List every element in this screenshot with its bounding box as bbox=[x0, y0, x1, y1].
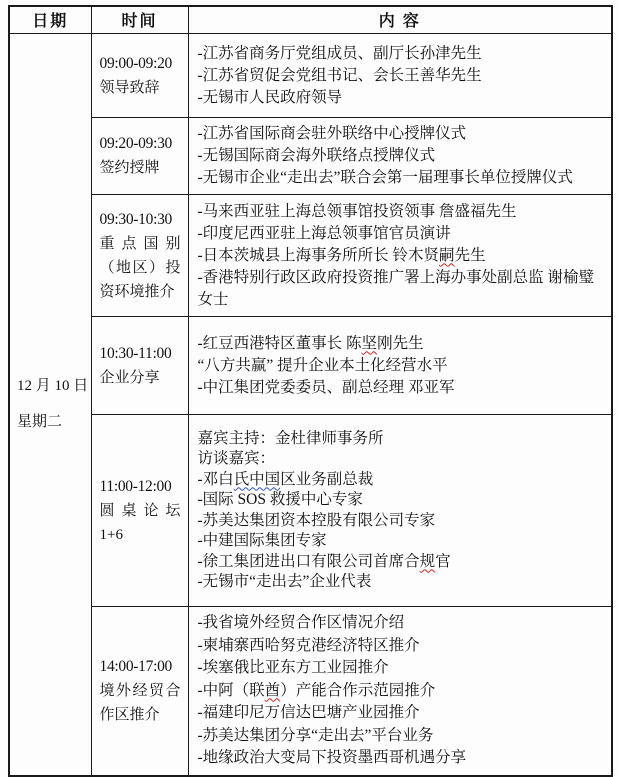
time-range: 14:00-17:00 bbox=[99, 657, 172, 675]
spellcheck-squiggle-text: 坚 bbox=[361, 334, 378, 352]
content-cell bbox=[188, 195, 612, 317]
spellcheck-squiggle-text: 规 bbox=[419, 552, 436, 570]
time-range: 10:30-11:00 bbox=[99, 344, 172, 362]
content-text: -中江集团党委委员、副总经理 邓亚军 bbox=[197, 378, 455, 396]
session-title: 重点国别（地区）投资环境推介 bbox=[99, 235, 181, 300]
content-text: 先生 bbox=[454, 246, 486, 264]
content-text: -无锡市“走出去”企业代表 bbox=[197, 573, 372, 590]
content-line bbox=[198, 680, 606, 703]
table-row bbox=[9, 34, 612, 118]
content-text: -无锡市企业“走出去”联合会第一届理事长单位授牌仪式 bbox=[197, 169, 573, 186]
content-text: -柬埔寨西哈努克港经济特区推介 bbox=[197, 636, 420, 654]
content-text: 刚先生 bbox=[377, 334, 424, 352]
content-line bbox=[198, 355, 606, 377]
session-title: 签约授牌 bbox=[99, 160, 160, 176]
session-title: 圆桌论坛 1+6 bbox=[99, 502, 181, 543]
content-cell bbox=[188, 118, 612, 195]
content-line bbox=[198, 245, 606, 267]
content-line bbox=[198, 470, 606, 491]
content-line bbox=[198, 267, 606, 311]
date-cell bbox=[9, 34, 91, 776]
content-text: -苏美达集团分享“走出去”平台业务 bbox=[197, 726, 434, 744]
content-text: -江苏省贸促会党组书记、会长王善华先生 bbox=[197, 66, 482, 84]
content-line bbox=[198, 201, 606, 223]
content-text: 嘉宾主持：金杜律师事务所 bbox=[197, 429, 384, 447]
content-line bbox=[198, 43, 606, 65]
content-cell bbox=[188, 607, 612, 776]
content-text: 访谈嘉宾： bbox=[197, 450, 276, 467]
content-text: -邓白 bbox=[197, 470, 234, 488]
date-line: 星期二 bbox=[17, 414, 63, 431]
content-text: -无锡国际商会海外联络点授牌仪式 bbox=[197, 147, 436, 164]
content-cell bbox=[188, 415, 612, 607]
content-line bbox=[198, 87, 606, 109]
time-cell bbox=[91, 607, 188, 776]
content-text: -红豆西港特区董事长 陈 bbox=[197, 334, 362, 352]
content-line bbox=[198, 123, 606, 145]
content-line bbox=[198, 612, 606, 635]
content-text: -中建国际集团专家 bbox=[197, 532, 327, 549]
table-row bbox=[9, 317, 612, 415]
table-row bbox=[9, 118, 612, 195]
spellcheck-squiggle-text: 嗣 bbox=[439, 246, 455, 264]
header-content: 内 容 bbox=[188, 6, 612, 34]
content-text: -苏美达集团资本控股有限公司专家 bbox=[197, 511, 436, 529]
time-cell bbox=[91, 317, 188, 415]
time-range: 09:00-09:20 bbox=[99, 54, 172, 72]
content-line bbox=[198, 511, 606, 532]
content-text: 官 bbox=[435, 552, 451, 570]
content-line bbox=[198, 429, 606, 450]
content-line bbox=[198, 747, 606, 770]
content-line bbox=[198, 490, 606, 511]
content-line bbox=[198, 531, 606, 552]
table-row bbox=[9, 195, 612, 317]
content-text: ）产能合作示范园推介 bbox=[280, 681, 436, 699]
content-text: “八方共赢” 提升企业本土化经营水平 bbox=[197, 356, 448, 374]
content-text: -我省境外经贸合作区情况介绍 bbox=[197, 614, 405, 631]
content-line bbox=[198, 657, 606, 680]
time-cell bbox=[91, 415, 188, 607]
session-title: 领导致辞 bbox=[99, 79, 160, 96]
content-line bbox=[198, 725, 606, 748]
time-cell bbox=[91, 34, 188, 118]
content-line bbox=[198, 223, 606, 245]
content-text: -香港特别行政区政府投资推广署上海办事处副总监 谢榆璧女士 bbox=[197, 268, 595, 308]
time-cell bbox=[91, 195, 188, 317]
content-text: -江苏省国际商会驻外联络中心授牌仪式 bbox=[197, 125, 467, 142]
content-text: -马来西亚驻上海总领事馆投资领事 詹盛福先生 bbox=[197, 202, 517, 220]
time-range: 09:20-09:30 bbox=[99, 135, 172, 152]
date-line: 12 月 10 日 bbox=[17, 378, 89, 395]
header-time: 时间 bbox=[91, 6, 188, 34]
content-cell bbox=[188, 317, 612, 415]
header-date: 日期 bbox=[9, 6, 91, 34]
content-cell bbox=[188, 34, 612, 118]
content-line bbox=[198, 145, 606, 167]
content-text: -国际 SOS 救援中心专家 bbox=[197, 491, 363, 508]
content-text: -福建印尼万信达巴塘产业园推介 bbox=[197, 704, 420, 721]
content-line bbox=[198, 333, 606, 355]
content-line bbox=[198, 449, 606, 470]
spellcheck-squiggle-text: 酋 bbox=[264, 681, 281, 699]
content-text: -中阿（联 bbox=[197, 681, 265, 699]
table-row bbox=[9, 607, 612, 776]
content-line bbox=[198, 552, 606, 573]
session-title: 企业分享 bbox=[99, 369, 160, 386]
content-text: -徐工集团进出口有限公司首席合 bbox=[197, 552, 420, 570]
session-title: 境外经贸合作区推介 bbox=[99, 682, 181, 723]
time-range: 09:30-10:30 bbox=[99, 210, 172, 228]
schedule-table bbox=[8, 5, 613, 777]
table-header-row bbox=[9, 6, 612, 34]
content-line bbox=[198, 377, 606, 399]
content-line bbox=[198, 702, 606, 725]
content-text: -印度尼西亚驻上海总领事馆官员演讲 bbox=[197, 224, 451, 242]
content-text: -地缘政治大变局下投资墨西哥机遇分享 bbox=[197, 749, 467, 766]
content-text: 区业务副总裁 bbox=[280, 470, 374, 488]
content-line bbox=[198, 65, 606, 87]
content-text: -江苏省商务厅党组成员、副厅长孙津先生 bbox=[197, 44, 482, 62]
content-text: -无锡市人民政府领导 bbox=[197, 88, 343, 106]
content-text: -日本茨城县上海事务所所长 铃木贤 bbox=[197, 246, 440, 264]
spellcheck-squiggle-text: 氏中国 bbox=[233, 470, 281, 488]
schedule-body bbox=[9, 34, 612, 776]
content-text: -埃塞俄比亚东方工业园推介 bbox=[197, 659, 389, 676]
content-line bbox=[198, 572, 606, 593]
time-cell bbox=[91, 118, 188, 195]
time-range: 11:00-12:00 bbox=[99, 477, 172, 495]
content-line bbox=[198, 635, 606, 658]
content-line bbox=[198, 167, 606, 189]
table-row bbox=[9, 415, 612, 607]
